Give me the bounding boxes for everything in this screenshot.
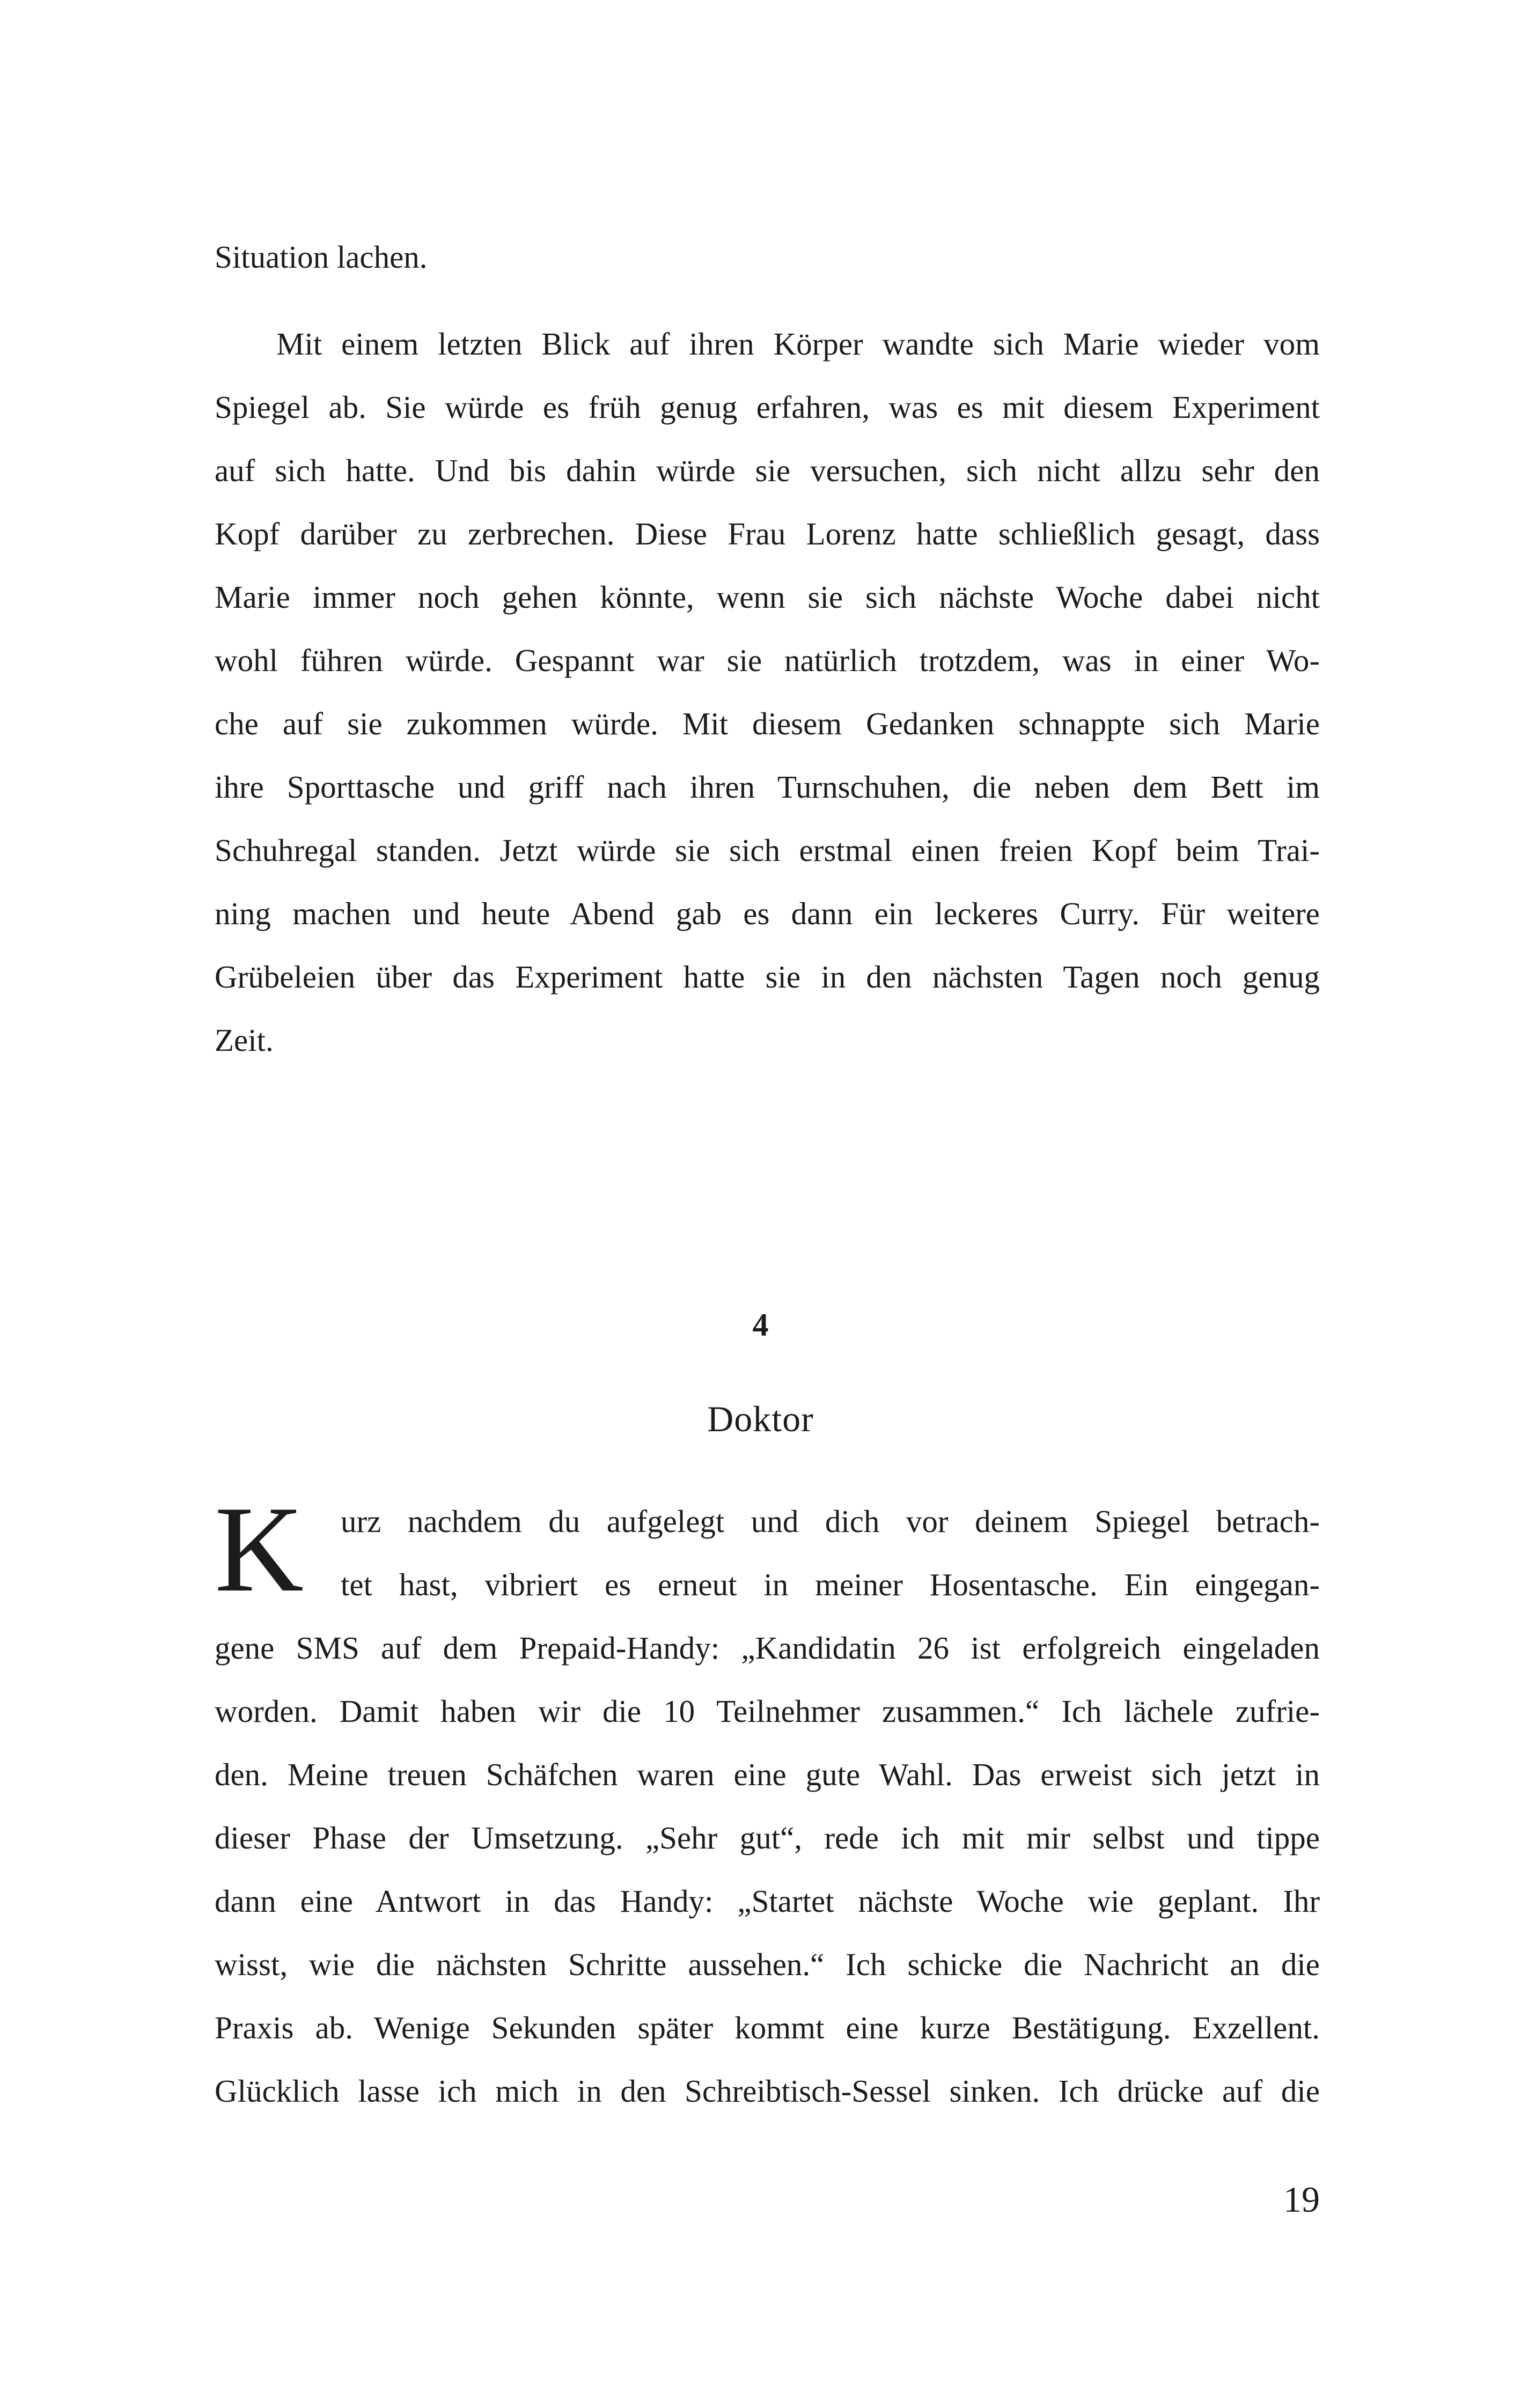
text-line: gene SMS auf dem Prepaid-Handy: „Kandidatin 26 ist erfolgreich eingeladen bbox=[215, 1630, 1320, 1666]
text-line: urz nachdem du aufgelegt und dich vor deinem Spiegel betrach- bbox=[341, 1504, 1320, 1539]
text-line: Zeit. bbox=[215, 1022, 274, 1058]
text-line: che auf sie zukommen würde. Mit diesem Gedanken schnappte sich Marie bbox=[215, 706, 1320, 741]
text-line: Glücklich lasse ich mich in den Schreibtisch-Sessel sinken. Ich drücke auf die bbox=[215, 2073, 1320, 2109]
text-line: dieser Phase der Umsetzung. „Sehr gut“, rede ich mit mir selbst und tippe bbox=[215, 1820, 1320, 1855]
text-line: dann eine Antwort in das Handy: „Startet nächste Woche wie geplant. Ihr bbox=[215, 1883, 1320, 1919]
text-line: Spiegel ab. Sie würde es früh genug erfahren, was es mit diesem Experiment bbox=[215, 389, 1320, 425]
text-line: worden. Damit haben wir die 10 Teilnehmer zusammen.“ Ich lächele zufrie- bbox=[215, 1693, 1320, 1729]
text-line: ning machen und heute Abend gab es dann ein leckeres Curry. Für weitere bbox=[215, 896, 1320, 931]
drop-cap: K bbox=[215, 1481, 304, 1617]
text-line: wisst, wie die nächsten Schritte aussehen.“ Ich schicke die Nachricht an die bbox=[215, 1947, 1320, 1982]
paragraph-marie-mirror bbox=[215, 312, 1320, 1072]
text-line: wohl führen würde. Gespannt war sie natürlich trotzdem, was in einer Wo- bbox=[215, 643, 1320, 678]
text-line: Marie immer noch gehen könnte, wenn sie sich nächste Woche dabei nicht bbox=[215, 579, 1320, 615]
text-line: Grübeleien über das Experiment hatte sie in den nächsten Tagen noch genug bbox=[215, 959, 1320, 995]
chapter-title: Doktor bbox=[707, 1398, 814, 1439]
text-line: Schuhregal standen. Jetzt würde sie sich erstmal einen freien Kopf beim Trai- bbox=[215, 833, 1320, 868]
text-line: Praxis ab. Wenige Sekunden später kommt eine kurze Bestätigung. Exzellent. bbox=[215, 2010, 1320, 2045]
text-line: den. Meine treuen Schäfchen waren eine gute Wahl. Das erweist sich jetzt in bbox=[215, 1757, 1320, 1792]
text-line: ihre Sporttasche und griff nach ihren Turnschuhen, die neben dem Bett im bbox=[215, 769, 1320, 805]
chapter-opening-paragraph bbox=[215, 1481, 1320, 2123]
paragraph-continuation bbox=[215, 225, 1320, 289]
text-line: Mit einem letzten Blick auf ihren Körper wandte sich Marie wieder vom bbox=[276, 326, 1320, 362]
text-line: auf sich hatte. Und bis dahin würde sie versuchen, sich nicht allzu sehr den bbox=[215, 453, 1320, 488]
page-number: 19 bbox=[1283, 2179, 1320, 2220]
text-line: Kopf darüber zu zerbrechen. Diese Frau Lorenz hatte schließlich gesagt, dass bbox=[215, 516, 1320, 551]
text-line: tet hast, vibriert es erneut in meiner Hosentasche. Ein eingegan- bbox=[341, 1567, 1320, 1602]
chapter-number: 4 bbox=[752, 1307, 769, 1343]
text-line: Situation lachen. bbox=[215, 239, 428, 275]
